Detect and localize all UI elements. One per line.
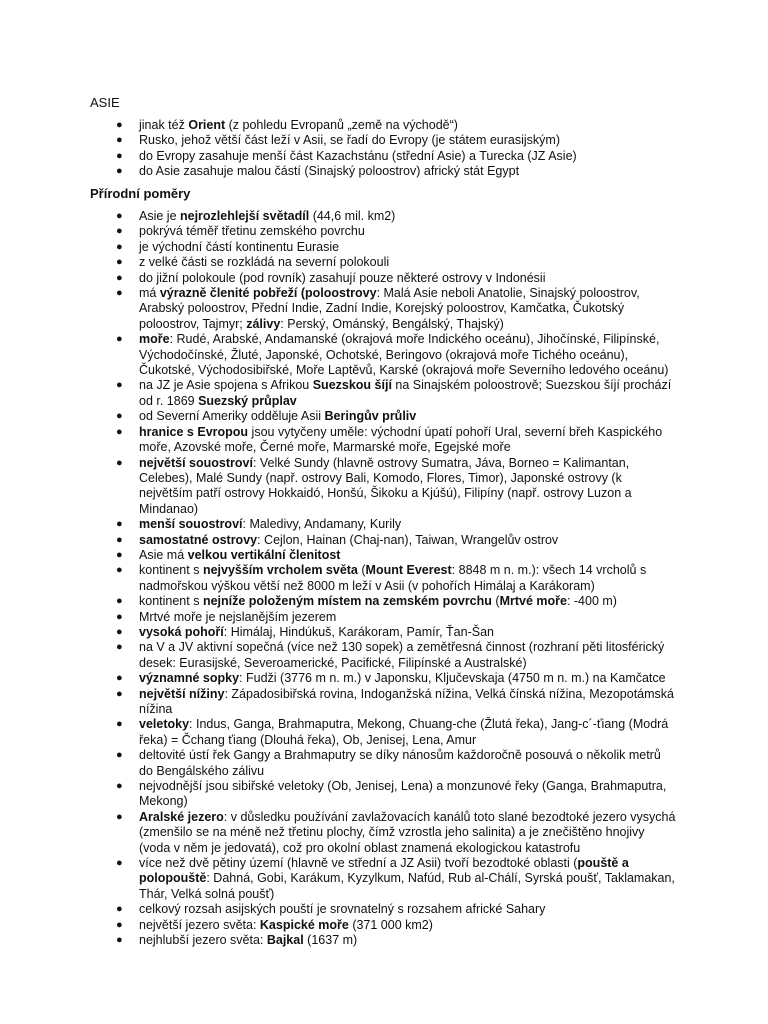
- intro-bullet-list: [0, 118, 768, 180]
- list-item-text: Rusko, jehož větší část leží v Asii, se řadí do Evropy (je státem eurasijským): [139, 133, 560, 148]
- list-item-text: : Velké Sundy (hlavně ostrovy Sumatra, Jáva, Borneo = Kalimantan, Celebes), Malé Sundy (např. ostrovy Bali, Komodo, Flores, Timor), Japonské ostrovy (k největším patří ostrovy Hokkaidó, Honšú, Šikoku a Kjúšú), Filipíny (např. ostrovy Luzon a Mindanao): [139, 455, 632, 516]
- bullet-icon: ●: [116, 425, 123, 438]
- list-item-text: nejvodnější jsou sibiřské veletoky (Ob, Jenisej, Lena) a monzunové řeky (Ganga, Brahmaputra, Mekong): [139, 779, 667, 809]
- list-item-bold-text: zálivy: [246, 316, 281, 331]
- list-item: [0, 933, 677, 948]
- list-item: [0, 563, 677, 594]
- list-item-bold-text: Suezskou šíjí: [312, 378, 392, 393]
- list-item-text: (: [357, 563, 366, 578]
- list-item-text: : Indus, Ganga, Brahmaputra, Mekong, Chuang-che (Žlutá řeka), Jang-c´-ťiang (Modrá řeka) = Čchang ťiang (Dlouhá řeka), Ob, Jenisej, Lena, Amur: [139, 717, 669, 747]
- bullet-icon: ●: [116, 165, 123, 178]
- list-item-text: nejhlubší jezero světa:: [139, 933, 267, 948]
- list-item: [0, 856, 677, 902]
- document-title: ASIE: [90, 95, 120, 110]
- list-item: [0, 779, 677, 810]
- list-item-text: : Fudži (3776 m n. m.) v Japonsku, Ključevskaja (4750 m n. m.) na Kamčatce: [239, 671, 666, 686]
- list-item: [0, 149, 677, 164]
- list-item-bold-text: velkou vertikální členitost: [187, 547, 341, 562]
- list-item-bold-text: pouště a polopouště: [139, 856, 629, 886]
- list-item: [0, 133, 677, 148]
- list-item: [0, 687, 677, 718]
- list-item: [0, 224, 677, 239]
- list-item-text: největší jezero světa:: [139, 917, 260, 932]
- list-item-bold-text: samostatné ostrovy: [139, 532, 258, 547]
- list-item-text: z velké části se rozkládá na severní polokouli: [139, 255, 390, 270]
- list-item-text: kontinent s: [139, 563, 203, 578]
- list-item-bold-text: menší souostroví: [139, 517, 243, 532]
- list-item-bold-text: hranice s Evropou: [139, 424, 249, 439]
- list-item: [0, 902, 677, 917]
- list-item-bold-text: Mrtvé moře: [499, 594, 567, 609]
- list-item-text: deltovité ústí řek Gangy a Brahmaputry se díky nánosům každoročně posouvá o několik metrů do Bengálského zálivu: [139, 748, 661, 778]
- list-item-text: na V a JV aktivní sopečná (více než 130 sopek) a zemětřesná činnost (rozhraní pěti litosférický desek: Eurasijské, Severoamerické, Pacifické, Filipínské a Australské): [139, 640, 665, 670]
- bullet-icon: ●: [116, 749, 123, 762]
- list-item-text: (1637 m): [303, 933, 358, 948]
- list-item-text: : v důsledku používání zavlažovacích kanálů toto slané bezodtoké jezero vysychá (zmenšilo se na méně než třetinu plochy, čímž vzrostla jeho salinita) a je znečištěno hnojivy (voda v něm je jedovatá), což pro okolní oblast znamená ekologickou katastrofu: [139, 809, 676, 855]
- bullet-icon: ●: [116, 918, 123, 931]
- bullet-icon: ●: [116, 271, 123, 284]
- list-item-bold-text: nejvyšším vrcholem světa: [202, 563, 358, 578]
- bullet-icon: ●: [116, 518, 123, 531]
- list-item: [0, 533, 677, 548]
- bullet-icon: ●: [116, 119, 123, 131]
- list-item: [0, 286, 677, 332]
- list-item-bold-text: vysoká pohoří: [139, 624, 224, 639]
- list-item-text: do Evropy zasahuje menší část Kazachstánu (střední Asie) a Turecka (JZ Asie): [139, 148, 577, 163]
- list-item-text: celkový rozsah asijských pouští je srovnatelný s rozsahem africké Sahary: [139, 902, 546, 917]
- bullet-icon: ●: [116, 641, 123, 654]
- bullet-icon: ●: [116, 149, 123, 162]
- list-item: [0, 209, 677, 224]
- list-item: [0, 918, 677, 933]
- list-item: [0, 456, 677, 518]
- list-item-bold-text: významné sopky: [139, 671, 240, 686]
- bullet-icon: ●: [116, 134, 123, 147]
- list-item-text: Asie je: [139, 209, 180, 223]
- bullet-icon: ●: [116, 456, 123, 469]
- list-item-bold-text: Aralské jezero: [139, 809, 224, 824]
- bullet-icon: ●: [116, 687, 123, 700]
- bullet-icon: ●: [116, 210, 123, 222]
- list-item-text: : Cejlon, Hainan (Chaj-nan), Taiwan, Wrangelův ostrov: [257, 532, 559, 547]
- list-item-bold-text: Mount Everest: [365, 563, 452, 578]
- list-item-text: Mrtvé moře je nejslanějším jezerem: [139, 609, 337, 624]
- bullet-icon: ●: [116, 718, 123, 731]
- list-item: [0, 594, 677, 609]
- bullet-icon: ●: [116, 287, 123, 300]
- list-item-text: (371 000 km2): [348, 917, 433, 932]
- bullet-icon: ●: [116, 256, 123, 269]
- list-item-text: má: [139, 286, 160, 301]
- list-item-text: : Malá Asie neboli Anatolie, Sinajský poloostrov, Arabský poloostrov, Přední Indie, Zadní Indie, Korejský poloostrov, Kamčatka, Čukotský poloostrov, Tajmyr;: [139, 286, 640, 331]
- list-item: [0, 610, 677, 625]
- bullet-icon: ●: [116, 903, 123, 916]
- list-item-text: do Asie zasahuje malou částí (Sinajský poloostrov) africký stát Egypt: [139, 164, 520, 179]
- list-item-bold-text: nejrozlehlejší světadíl: [180, 209, 310, 223]
- natural-conditions-bullet-list: [0, 209, 768, 949]
- list-item-text: na JZ je Asie spojena s Afrikou: [139, 378, 313, 393]
- list-item-bold-text: Beringův průliv: [324, 409, 417, 424]
- list-item: [0, 332, 677, 378]
- list-item-text: Asie má: [139, 547, 188, 562]
- list-item-bold-text: největší nížiny: [139, 686, 225, 701]
- bullet-icon: ●: [116, 625, 123, 638]
- list-item-text: : Dahná, Gobi, Karákum, Kyzylkum, Nafúd, Rub al-Chálí, Syrská poušť, Taklamakan, Thár, Velká solná poušť): [139, 871, 675, 901]
- list-item-text: do jižní polokoule (pod rovník) zasahují pouze některé ostrovy v Indonésii: [139, 270, 546, 285]
- list-item-bold-text: výrazně členité pobřeží (poloostrovy: [159, 286, 377, 301]
- list-item-text: (: [491, 594, 500, 609]
- bullet-icon: ●: [116, 379, 123, 392]
- bullet-icon: ●: [116, 672, 123, 685]
- list-item-text: od Severní Ameriky odděluje Asii: [139, 409, 325, 424]
- list-item-text: (44,6 mil. km2): [309, 209, 396, 223]
- list-item-text: více než dvě pětiny území (hlavně ve střední a JZ Asii) tvoří bezodtoké oblasti (: [139, 856, 578, 871]
- bullet-icon: ●: [116, 225, 123, 238]
- bullet-icon: ●: [116, 410, 123, 423]
- list-item: [0, 118, 677, 133]
- list-item-text: jsou vytyčeny uměle: východní úpatí pohoří Ural, severní břeh Kaspického moře, Azovské moře, Černé moře, Marmarské moře, Egejské moře: [139, 424, 663, 455]
- bullet-icon: ●: [116, 564, 123, 577]
- list-item: [0, 517, 677, 532]
- section-heading: Přírodní poměry: [90, 186, 191, 201]
- bullet-icon: ●: [116, 857, 123, 870]
- list-item-bold-text: Kaspické moře: [259, 917, 349, 932]
- bullet-icon: ●: [116, 333, 123, 346]
- list-item: [0, 625, 677, 640]
- bullet-icon: ●: [116, 548, 123, 561]
- list-item-bold-text: nejníže položeným místem na zemském povrchu: [202, 594, 492, 609]
- list-item-text: na Sinajském poloostrově; Suezskou šíjí prochází od r. 1869: [139, 378, 672, 408]
- list-item: [0, 164, 677, 179]
- list-item: [0, 425, 677, 456]
- bullet-icon: ●: [116, 934, 123, 947]
- list-item: [0, 548, 677, 563]
- bullet-icon: ●: [116, 595, 123, 608]
- list-item-bold-text: moře: [139, 332, 170, 347]
- bullet-icon: ●: [116, 610, 123, 623]
- list-item-text: : Západosibiřská rovina, Indoganžská nížina, Velká čínská nížina, Mezopotámská nížina: [139, 686, 675, 716]
- list-item-text: kontinent s: [139, 594, 203, 609]
- list-item-bold-text: největší souostroví: [139, 455, 253, 470]
- list-item-bold-text: veletoky: [139, 717, 190, 732]
- list-item-text: pokrývá téměř třetinu zemského povrchu: [139, 224, 365, 239]
- list-item-text: (z pohledu Evropanů „země na východě“): [225, 118, 458, 132]
- list-item: [0, 671, 677, 686]
- list-item: [0, 640, 677, 671]
- list-item-bold-text: Orient: [188, 118, 226, 132]
- list-item-bold-text: Suezský průplav: [198, 393, 297, 408]
- list-item: [0, 409, 677, 424]
- list-item-text: : 8848 m n. m.): všech 14 vrcholů s nadmořskou výškou větší než 8000 m leží v Asii (v pohořích Himálaj a Karákoram): [139, 563, 647, 593]
- list-item: [0, 271, 677, 286]
- bullet-icon: ●: [116, 780, 123, 793]
- list-item: [0, 240, 677, 255]
- list-item: [0, 748, 677, 779]
- list-item: [0, 810, 677, 856]
- bullet-icon: ●: [116, 240, 123, 253]
- list-item-text: : Maledivy, Andamany, Kurily: [242, 517, 402, 532]
- list-item-text: : -400 m): [566, 594, 617, 609]
- list-item-text: jinak též: [139, 118, 189, 132]
- list-item: [0, 717, 677, 748]
- list-item-text: : Himálaj, Hindúkuš, Karákoram, Pamír, Ťan-Šan: [223, 624, 494, 639]
- bullet-icon: ●: [116, 810, 123, 823]
- list-item-text: : Rudé, Arabské, Andamanské (okrajová moře Indického oceánu), Jihočínské, Filipínské, Východočínské, Žluté, Japonské, Ochotské, Beringovo (okrajová moře Tichého oceánu), Čukotské, Východosibiřské, Moře Laptěvů, Karské (okrajová moře Severního ledového oceánu): [139, 332, 669, 378]
- list-item: [0, 378, 677, 409]
- bullet-icon: ●: [116, 533, 123, 546]
- list-item: [0, 255, 677, 270]
- list-item-text: : Perský, Ománský, Bengálský, Thajský): [280, 316, 504, 331]
- list-item-text: je východní částí kontinentu Eurasie: [139, 239, 340, 254]
- list-item-bold-text: Bajkal: [266, 933, 304, 948]
